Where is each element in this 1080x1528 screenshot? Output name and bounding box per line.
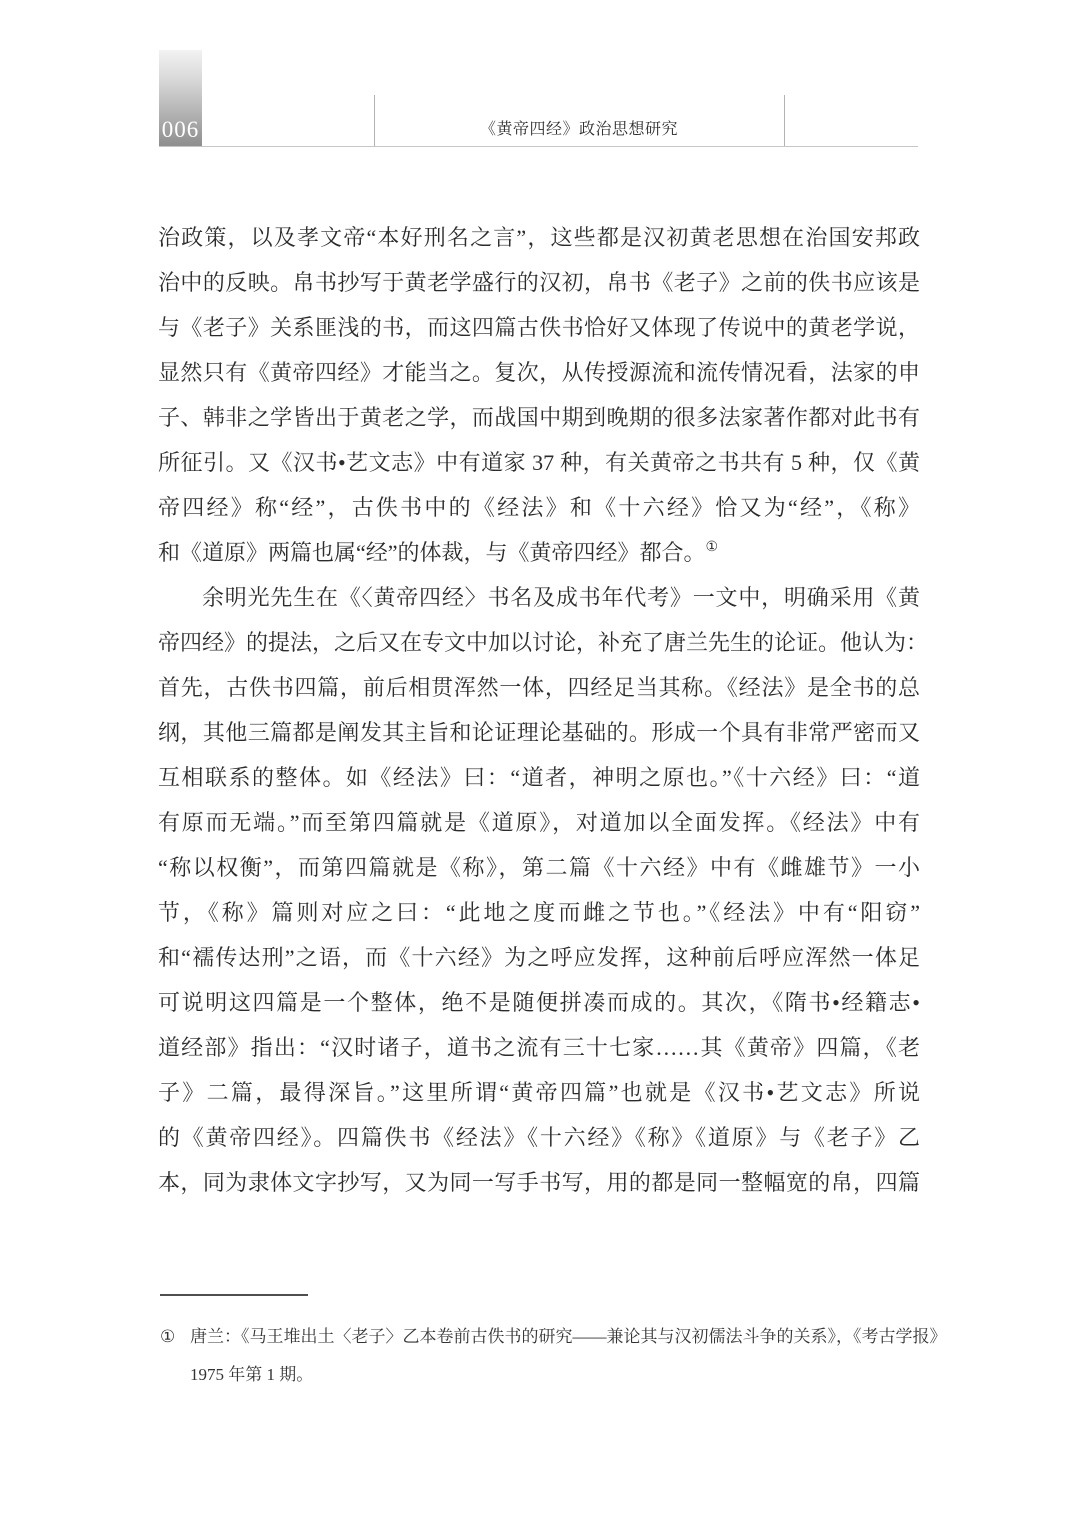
text-line: 道经部》指出：“汉时诸子，道书之流有三十七家……其《黄帝》四篇，《老 — [158, 1035, 920, 1060]
text-line: 的《黄帝四经》。四篇佚书《经法》《十六经》《称》《道原》与《老子》乙 — [158, 1125, 920, 1150]
footnote — [160, 1318, 947, 1394]
header-tick-right — [784, 95, 785, 147]
text-line: “称以权衡”，而第四篇就是《称》，第二篇《十六经》中有《雌雄节》一小 — [158, 855, 920, 880]
body-text — [158, 215, 929, 1205]
paragraph-2 — [158, 575, 929, 1205]
text-line: 治中的反映。帛书抄写于黄老学盛行的汉初，帛书《老子》之前的佚书应该是 — [158, 270, 920, 295]
text-line — [158, 530, 920, 575]
footnote-line: 1975 年第 1 期。 — [190, 1365, 314, 1384]
text-line-content: 和《道原》两篇也属“经”的体裁，与《黄帝四经》都合。 — [158, 540, 706, 565]
text-line: 可说明这四篇是一个整体，绝不是随便拼凑而成的。其次，《隋书•经籍志• — [158, 990, 920, 1015]
text-line: 纲，其他三篇都是阐发其主旨和论证理论基础的。形成一个具有非常严密而又 — [158, 720, 920, 745]
page-number: 006 — [161, 117, 200, 142]
text-line: 节，《称》篇则对应之曰：“此地之度而雌之节也。”《经法》中有“阳窃” — [158, 900, 920, 925]
running-title: 《黄帝四经》政治思想研究 — [479, 121, 678, 138]
text-line: 有原而无端。”而至第四篇就是《道原》，对道加以全面发挥。《经法》中有 — [158, 810, 920, 835]
text-line: 本，同为隶体文字抄写，又为同一写手书写，用的都是同一整幅宽的帛，四篇 — [158, 1170, 920, 1195]
text-line: 帝四经》的提法，之后又在专文中加以讨论，补充了唐兰先生的论证。他认为： — [158, 630, 929, 655]
text-line: 与《老子》关系匪浅的书，而这四篇古佚书恰好又体现了传说中的黄老学说， — [158, 315, 920, 340]
footnote-line: 唐兰：《马王堆出土〈老子〉乙本卷前古佚书的研究——兼论其与汉初儒法斗争的关系》，《考古学报》 — [190, 1327, 947, 1346]
header-rule — [159, 146, 918, 147]
page-number-bar — [159, 50, 202, 147]
text-line: 首先，古佚书四篇，前后相贯浑然一体，四经足当其称。《经法》是全书的总 — [158, 675, 920, 700]
footnote-marker: ① — [160, 1327, 176, 1346]
text-line: 子》二篇，最得深旨。”这里所谓“黄帝四篇”也就是《汉书•艺文志》所说 — [158, 1080, 920, 1105]
text-line: 所征引。又《汉书•艺文志》中有道家 37 种，有关黄帝之书共有 5 种，仅《黄 — [158, 450, 920, 475]
text-line: 和“襦传达刑”之语，而《十六经》为之呼应发挥，这种前后呼应浑然一体足 — [158, 945, 920, 970]
text-line: 互相联系的整体。如《经法》曰：“道者，神明之原也。”《十六经》曰：“道 — [158, 765, 920, 790]
text-line: 余明光先生在《〈黄帝四经〉书名及成书年代考》一文中，明确采用《黄 — [202, 585, 920, 610]
text-line: 显然只有《黄帝四经》才能当之。复次，从传授源流和流传情况看，法家的申 — [158, 360, 920, 385]
footnote-text — [190, 1318, 947, 1394]
paragraph-1 — [158, 215, 920, 575]
text-line: 子、韩非之学皆出于黄老之学，而战国中期到晚期的很多法家著作都对此书有 — [158, 405, 920, 430]
footnote-ref: ① — [705, 540, 719, 555]
footnote-rule — [160, 1294, 308, 1296]
text-line: 帝四经》称“经”，古佚书中的《经法》和《十六经》恰又为“经”，《称》 — [158, 495, 920, 520]
text-line: 治政策，以及孝文帝“本好刑名之言”，这些都是汉初黄老思想在治国安邦政 — [158, 225, 920, 250]
